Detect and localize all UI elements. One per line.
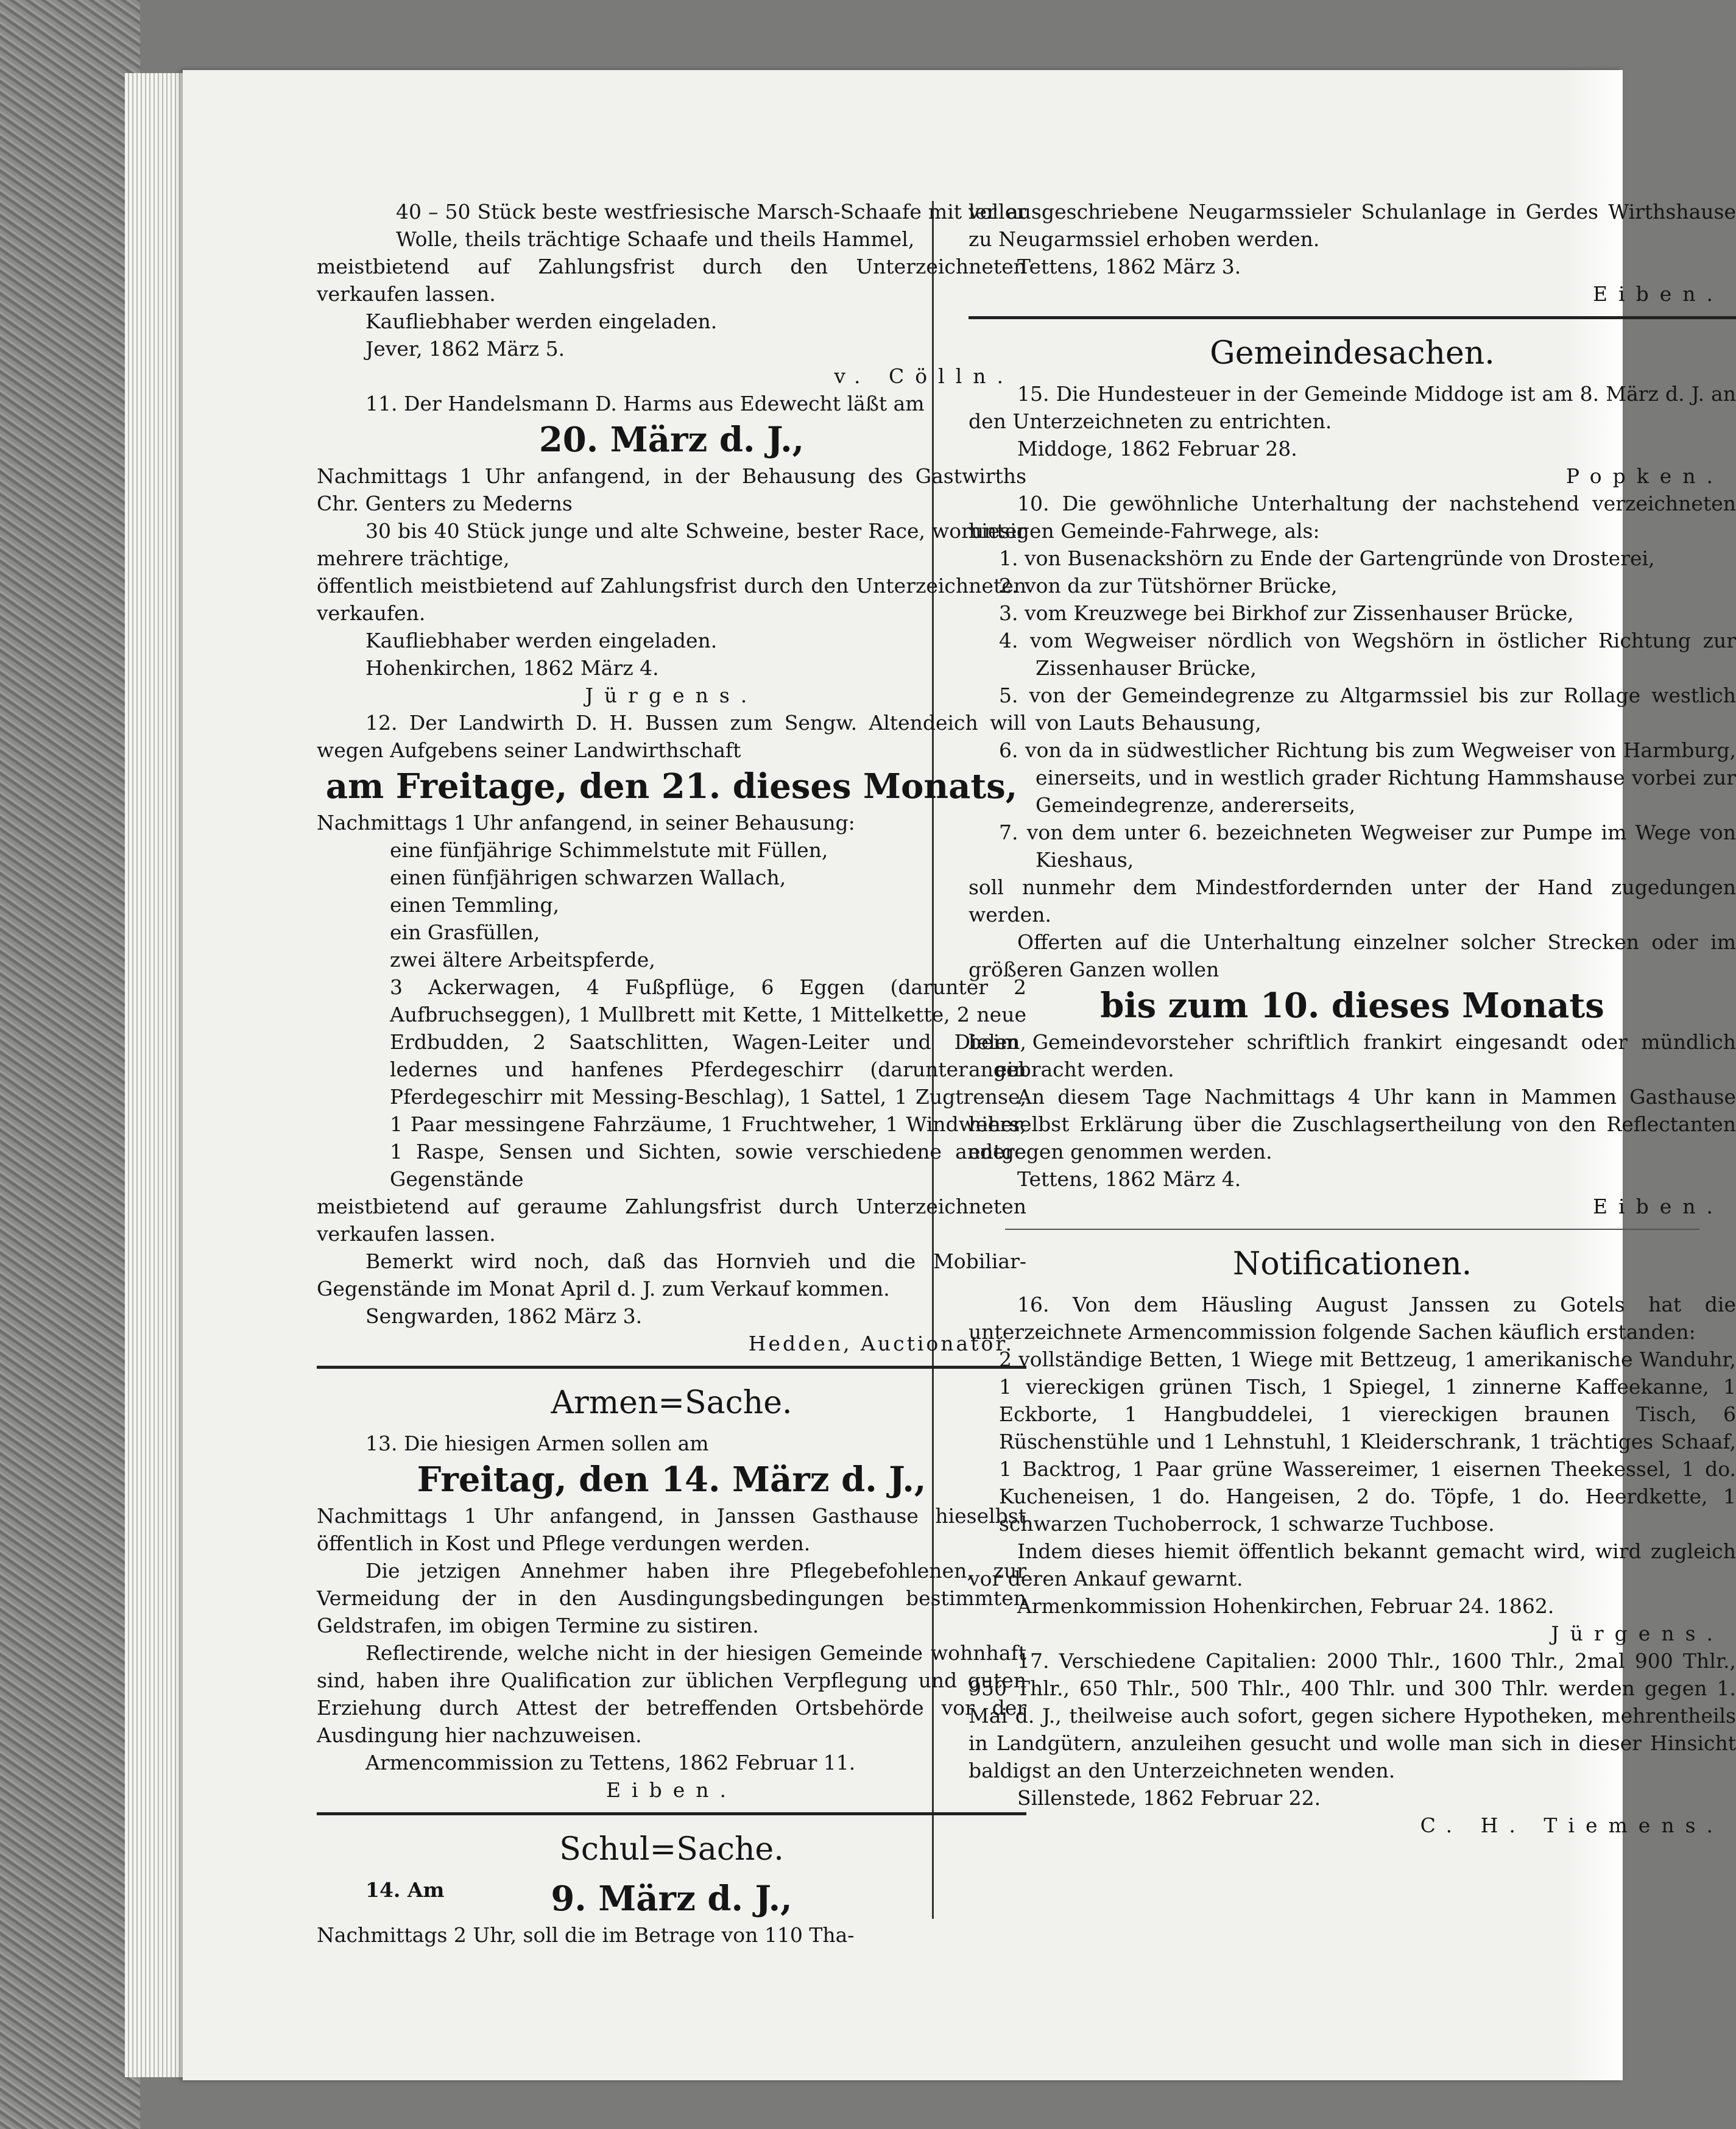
- section-rule: [317, 1366, 1026, 1369]
- ad12-item: eine fünfjährige Schimmelstute mit Füllen,: [390, 838, 828, 862]
- ad12-item: einen Temmling,: [390, 893, 560, 917]
- schul-date: 9. März d. J.,: [551, 1879, 792, 1919]
- p16-b: Indem dieses hiemit öffentlich bekannt gemacht wird, wird zugleich vor deren Ankauf gewarnt.: [969, 1539, 1736, 1591]
- ad11-goods: 30 bis 40 Stück junge und alte Schweine, bester Race, worunter mehrere trächtige,: [317, 519, 1026, 570]
- list-item: 3. vom Kreuzwege bei Birkhof zur Zissenhauser Brücke,: [999, 601, 1574, 625]
- right-column: [969, 198, 1736, 1839]
- ad10-invite: Kaufliebhaber werden eingeladen.: [365, 309, 718, 333]
- ad12-signature: Hedden, Auctionator.: [748, 1332, 1014, 1355]
- section-rule: [1005, 1229, 1699, 1230]
- list-item: 4. vom Wegweiser nördlich von Wegshörn in östlicher Richtung zur Zissenhauser Brücke,: [999, 629, 1736, 680]
- armen-heading: Armen=Sache.: [551, 1385, 792, 1421]
- section-rule: [969, 316, 1736, 319]
- ad12-date: am Freitage, den 21. dieses Monats,: [325, 766, 1018, 807]
- p17-signature: C. H. Tiemens.: [1420, 1813, 1724, 1837]
- p10-signature: Eiben.: [1592, 1195, 1724, 1218]
- armen-place: Armencommission zu Tettens, 1862 Februar 11.: [365, 1751, 856, 1774]
- armen-p2: Die jetzigen Annehmer haben ihre Pflegebefohlenen, zur Vermeidung der in den Ausdingungsbedingungen bestimmten Geldstrafen, im obigen Termine zu sistiren.: [317, 1559, 1026, 1637]
- ad11-invite: Kaufliebhaber werden eingeladen.: [365, 629, 718, 652]
- ad11-place: Hohenkirchen, 1862 März 4.: [365, 656, 659, 680]
- ad12-note: Bemerkt wird noch, daß das Hornvieh und die Mobiliar-Gegenstände im Monat April d. J. zum Verkauf kommen.: [317, 1249, 1026, 1301]
- newspaper-page: [183, 70, 1736, 2080]
- ad12-place: Sengwarden, 1862 März 3.: [365, 1304, 643, 1328]
- p17-place: Sillenstede, 1862 Februar 22.: [1017, 1786, 1321, 1810]
- gemeinde-heading: Gemeindesachen.: [1210, 335, 1495, 372]
- ad11-body: Nachmittags 1 Uhr anfangend, in der Behausung des Gastwirths Chr. Genters zu Mederns: [317, 464, 1026, 515]
- p10-b: soll nunmehr dem Mindestfordernden unter der Hand zugedungen werden.: [969, 875, 1736, 927]
- ad11-intro: 11. Der Handelsmann D. Harms aus Edewecht läßt am: [365, 392, 925, 415]
- armen-date: Freitag, den 14. März d. J.,: [417, 1460, 926, 1500]
- list-item: 6. von da in südwestlicher Richtung bis zum Wegweiser von Harmburg, einerseits, und in westlich grader Richtung Hammshause vorbei zur Gemeindegrenze, andererseits,: [999, 738, 1736, 817]
- p15-place: Middoge, 1862 Februar 28.: [1017, 437, 1297, 461]
- ad10-sale: meistbietend auf Zahlungsfrist durch den Unterzeichneten verkaufen lassen.: [317, 255, 1026, 306]
- section-rule: [317, 1812, 1026, 1815]
- armen-p3: Reflectirende, welche nicht in der hiesigen Gemeinde wohnhaft sind, haben ihre Qualification zur üblichen Verpflegung und guten Erziehung durch Attest der betreffenden Ortsbehörde vor der Ausdingung hier nachzuweisen.: [317, 1641, 1026, 1747]
- schul-body: Nachmittags 2 Uhr, soll die im Betrage von 110 Tha-: [317, 1923, 855, 1947]
- ad12-item: einen fünfjährigen schwarzen Wallach,: [390, 866, 786, 889]
- left-column: [317, 198, 1026, 1949]
- road-list: [969, 545, 1736, 874]
- schul-continuation: ler ausgeschriebene Neugarmssieler Schulanlage in Gerdes Wirthshause zu Neugarmssiel erhoben werden.: [969, 200, 1736, 251]
- ad12-item: ein Grasfüllen,: [390, 920, 540, 944]
- ad10-place: Jever, 1862 März 5.: [365, 337, 565, 361]
- ad11-signature: Jürgens.: [585, 683, 758, 707]
- p15-text: 15. Die Hundesteuer in der Gemeinde Middoge ist am 8. März d. J. an den Unterzeichneten zu entrichten.: [969, 382, 1736, 433]
- schul-heading: Schul=Sache.: [559, 1831, 784, 1868]
- armen-signature: Eiben.: [605, 1778, 738, 1802]
- schul-signature: Eiben.: [1592, 282, 1724, 306]
- p15-signature: Popken.: [1565, 464, 1724, 488]
- p16-items: 2 vollständige Betten, 1 Wiege mit Bettzeug, 1 amerikanische Wanduhr, 1 viereckigen grünen Tisch, 1 Spiegel, 1 zinnerne Kaffeekanne, 1 Eckborte, 1 Hangbuddelei, 1 viereckigen braunen Tisch, 6 Rüschenstühle und 1 Lehnstuhl, 1 Kleiderschrank, 1 trächtiges Schaaf, 1 Backtrog, 1 Paar grüne Wassereimer, 1 eisernen Theekessel, 1 do. Kucheneisen, 1 do. Hangeisen, 2 do. Töpfe, 1 do. Heerdkette, 1 schwarzen Tuchoberrock, 1 schwarze Tuchbose.: [999, 1347, 1736, 1536]
- p16-place: Armenkommission Hohenkirchen, Februar 24. 1862.: [1017, 1594, 1554, 1618]
- list-item: 2. von da zur Tütshörner Brücke,: [999, 574, 1338, 598]
- notif-heading: Notificationen.: [1232, 1246, 1472, 1282]
- ad12-item: 3 Ackerwagen, 4 Fußpflüge, 6 Eggen (darunter 2 Aufbruchseggen), 1 Mullbrett mit Kette, 1 Mittelkette, 2 neue Erdbudden, 2 Saatschlitten, Wagen-Leiter und Dielen, ledernes und hanfenes Pferdegeschirr (darunter ein Pferdegeschirr mit Messing-Beschlag), 1 Sattel, 1 Zugtrense, 1 Paar messingene Fahrzäume, 1 Fruchtweher, 1 Windweher, 1 Raspe, Sensen und Sichten, sowie verschiedene andere Gegenstände: [390, 975, 1026, 1191]
- p10-e: An diesem Tage Nachmittags 4 Uhr kann in Mammen Gasthause hierselbst Erklärung über die Zuschlagsertheilung von den Reflectanten entgegen genommen werden.: [969, 1085, 1736, 1163]
- ad12-sale: meistbietend auf geraume Zahlungsfrist durch Unterzeichneten verkaufen lassen.: [317, 1195, 1026, 1246]
- armen-body: Nachmittags 1 Uhr anfangend, in Janssen Gasthause hieselbst öffentlich in Kost und Pflege verdungen werden.: [317, 1504, 1026, 1555]
- p16-text: 16. Von dem Häusling August Janssen zu Gotels hat die unterzeichnete Armencommission folgende Sachen käuflich erstanden:: [969, 1293, 1736, 1344]
- p10-place: Tettens, 1862 März 4.: [1017, 1167, 1241, 1191]
- ad10-goods: 40 – 50 Stück beste westfriesische Marsch-Schaafe mit voller Wolle, theils trächtige Schaafe und theils Hammel,: [396, 200, 1026, 251]
- ad12-item: zwei ältere Arbeitspferde,: [390, 948, 655, 972]
- schul-intro: 14. Am: [365, 1878, 445, 1902]
- list-item: 7. von dem unter 6. bezeichneten Wegweiser zur Pumpe im Wege von Kieshaus,: [999, 821, 1736, 872]
- ad12-body: Nachmittags 1 Uhr anfangend, in seiner Behausung:: [317, 811, 855, 835]
- p10-date: bis zum 10. dieses Monats: [1100, 986, 1604, 1026]
- armen-intro: 13. Die hiesigen Armen sollen am: [365, 1432, 709, 1455]
- p10-text: 10. Die gewöhnliche Unterhaltung der nachstehend verzeichneten hiesigen Gemeinde-Fahrwege, als:: [969, 492, 1736, 543]
- list-item: 5. von der Gemeindegrenze zu Altgarmssiel bis zur Rollage westlich von Lauts Behausung,: [999, 683, 1736, 735]
- ad11-sale: öffentlich meistbietend auf Zahlungsfrist durch den Unterzeichneten verkaufen.: [317, 574, 1026, 625]
- p16-signature: Jürgens.: [1551, 1622, 1724, 1645]
- ad12-intro: 12. Der Landwirth D. H. Bussen zum Sengw. Altendeich will wegen Aufgebens seiner Landwirthschaft: [317, 711, 1026, 762]
- p10-c: Offerten auf die Unterhaltung einzelner solcher Strecken oder im größeren Ganzen wollen: [969, 930, 1736, 981]
- schul-place: Tettens, 1862 März 3.: [1017, 255, 1241, 278]
- book-binding: [0, 0, 140, 2129]
- ad10-signature: v. Cölln.: [834, 364, 1014, 388]
- p10-d: beim Gemeindevorsteher schriftlich frankirt eingesandt oder mündlich angebracht werden.: [969, 1030, 1736, 1081]
- list-item: 1. von Busenackshörn zu Ende der Gartengründe von Drosterei,: [999, 546, 1655, 570]
- p17-text: 17. Verschiedene Capitalien: 2000 Thlr., 1600 Thlr., 2mal 900 Thlr., 950 Thlr., 650 Thlr., 500 Thlr., 400 Thlr. und 300 Thlr. werden gegen 1. Mai d. J., theilweise auch sofort, gegen sichere Hypotheken, mehrentheils in Landgütern, anzuleihen gesucht und wolle man sich in dieser Hinsicht baldigst an den Unterzeichneten wenden.: [969, 1649, 1736, 1782]
- ad11-date: 20. März d. J.,: [538, 420, 805, 460]
